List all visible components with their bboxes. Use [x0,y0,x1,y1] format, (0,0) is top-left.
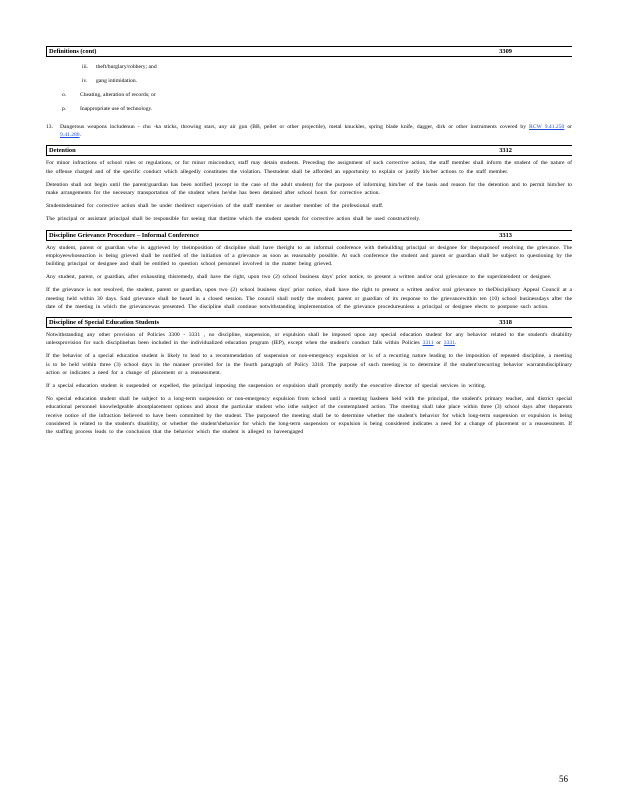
special-ed-section [46,317,572,436]
paragraph: If a special education student is suspended or expelled, the principal imposing the suspension or expulsion shall promptly notify the executive director of special services in writing. [46,383,486,390]
policy-number: 3313 [499,231,512,239]
paragraph: The principal or assistant principal shall be responsible for seeing that thetime which the student spends for corrective action shall be used constructively. [46,216,421,223]
paragraph: If the grievance is not resolved, the student, parent or guardian, upon two (2) school business days' prior notice, shall have the right to present a written and/or oral grievance to theDisciplinary Appeal Council at a meeting held within 30 days. Said grievance shall be heard in a closed session. The council shall notify the student, parent or guardian of its response to the grievancewithin ten (10) school businessdays after the date of the meeting in which the grievancewas presented. The discipline shall continue notwithstanding implementation of the grievance procedureunless a principal or designee elects to postpone such action. [46,287,572,310]
rcw-link-1[interactable]: RCW 9.41.250 [529,124,565,130]
list-item: o. Cheating, alteration of records; or [62,92,156,98]
paragraph: If the behavior of a special education student is likely to lead to a recommendation of suspension or non-emergency expulsion or is of a recurring nature leading to the imposition of repeated discipline, a meeting is to be held within three (3) school days in the manner provided for in the fourth paragraph of Policy 3318. The purpose of such meeting is to determine if the student'srecurring behavior warrantsdisciplinary action or indicates a need for a change of placement or a reassessment. [46,353,572,376]
section-title: Definitions (cont) [49,48,97,55]
policy-number: 3309 [499,48,512,55]
definitions-list [46,63,572,113]
rcw-link-2[interactable]: 9.41.280 [60,132,80,139]
definitions-header [46,46,572,57]
paragraph: Studentsdetained for corrective action shall be under thedirect supervision of the staff member or another member of the professional staff. [46,203,384,210]
list-item: iv. gang intimidation. [82,78,138,84]
weapons-definition: 13. Dangerous weapons includenun - chu -ka sticks, throwing stars, any air gun (BB, pellet or other projectile), metal knuckles, spring blade knife, dagger, dirk or other instruments covered by RCW 9.41.250 or 9.41.280. [46,124,572,139]
grievance-section [46,230,572,311]
section-title: Discipline of Special Education Students [49,319,160,327]
page-number: 56 [559,774,568,784]
policy-link-3331[interactable]: 3331 [443,340,455,347]
section-title: Detention [49,147,76,155]
list-item: p. Inappropriate use of technology. [62,106,153,112]
detention-header [46,145,572,156]
paragraph: Notwithstanding any other provision of Policies 3300 - 3331 , no discipline, suspension, or expulsion shall be imposed upon any special education student for any behavior related to the student's disability unlessprovision for such disciplinehas been included in the individualized education program (IEP), except when the student's conduct falls within Policies 3311 or 3331. [46,332,572,347]
detention-section [46,145,572,223]
paragraph: Detention shall not begin until the parent/guardian has been notified (except in the case of the adult student) for the purpose of informing him/her of the basis and reason for the detention and to permit him/her to make arrangements for the necessary transportation of the student when he/she has been detained after school hours for corrective action. [46,181,572,197]
policy-number: 3312 [499,147,512,155]
section-title: Discipline Grievance Procedure – Informal Conference [49,231,199,239]
policy-number: 3318 [499,319,512,327]
paragraph: Any student, parent or guardian who is aggrieved by theimposition of discipline shall have theright to an informal conference with thebuilding principal or designee for thepurposeof resolving the grievance. The employeewhoseaction is being grieved shall be notified of the initiation of a grievance as soon as reasonably possible. At such conference the student and parent or guardian shall be subject to questioning by the building principal or designee and shall be entitled to question school personnel involved in the matter being grieved. [46,244,572,268]
list-item: iii. theft/burglary/robbery; and [82,64,157,70]
policy-link-3311[interactable]: 3311 [422,340,434,347]
paragraph: Any student, parent, or guardian, after exhausting thisremedy, shall have the right, upon two (2) school business days' prior notice, to present a written and/or oral grievance to the superintendent or designee. [46,274,552,281]
paragraph: No special education student shall be subject to a long-term suspension or non-emergency expulsion from school until a meeting hasbeen held with the principal, the student's primary teacher, and district special educational personnel knowledgeable aboutplacement options and about the particular student who isthe subject of the contemplated action. The meeting shall take place within three (3) school days after theparents receive notice of the infraction believed to have been committed by the student. The purposeof the meeting shall be to determine whether the student's behavior for which long-term suspension or expulsion is being considered is related to the student's disability, or whether the student'sbehavior for which the long-term suspension or expulsion is being considered indicates a need for a change of placement or a reassessment. If the staffing process leads to the conclusion that the behavior which the student is alleged to haveengaged [46,396,572,436]
document-page [46,46,572,436]
special-ed-header [46,317,572,328]
paragraph: For minor infractions of school rules or regulations, or for minor misconduct, staff may detain students. Preceding the assignment of such corrective action, the staff member shall inform the student of the nature of the offense charged and of the specific conduct which allegedly constitutes the violation. Thestudent shall be afforded an opportunity to explain or justify his/her actions to the staff member. [46,160,572,175]
grievance-header [46,230,572,241]
